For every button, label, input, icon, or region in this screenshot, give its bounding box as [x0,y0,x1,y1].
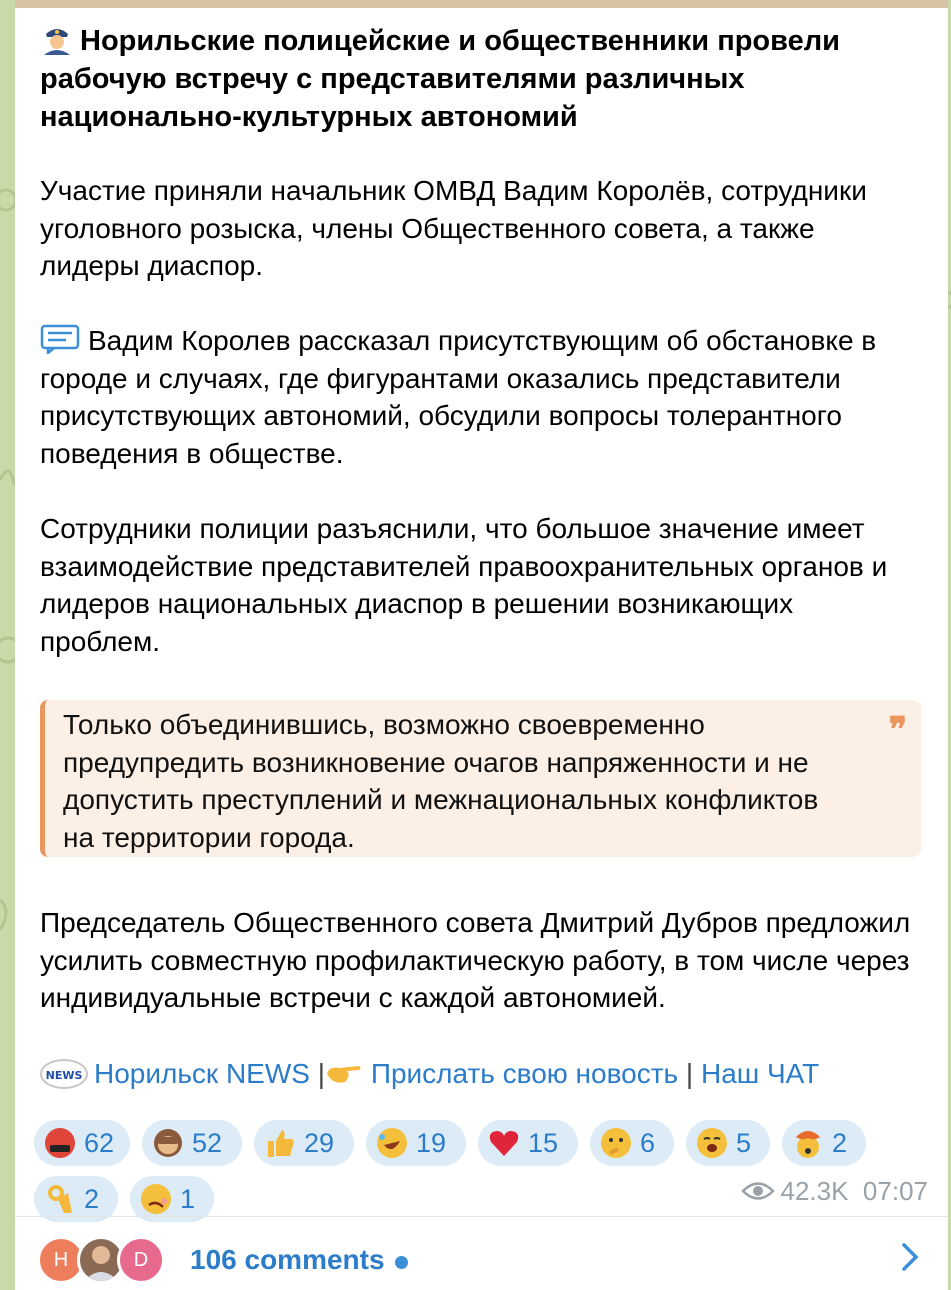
exploding-head-icon [792,1127,824,1159]
paragraph-participants: Участие приняли начальник ОМВД Вадим Королёв, сотрудники уголовного розыска, члены Общественного совета, а также лидеры диаспор. [40,175,867,281]
cursing-face-icon [44,1127,76,1159]
reaction-button[interactable]: 62 [34,1120,130,1166]
message-time: 07:07 [862,1176,928,1206]
red-heart-icon [488,1127,520,1159]
link-separator: | [685,1058,694,1089]
reaction-button[interactable]: 1 [130,1176,214,1222]
woozy-face-icon [140,1183,172,1215]
police-officer-icon [40,23,74,55]
rofl-face-icon [376,1127,408,1159]
divider [15,1216,948,1217]
thumbs-up-icon [264,1127,296,1159]
pointing-hand-icon [325,1058,363,1089]
chevron-right-icon [900,1242,920,1272]
photo-edge [15,0,948,8]
blockquote [40,700,921,857]
link-submit-news[interactable]: Прислать свою новость [370,1058,679,1089]
thinking-face-icon [600,1127,632,1159]
ok-hand-icon [44,1183,76,1215]
quote-mark-icon: ❞ [888,710,907,750]
paragraph-explanation: Сотрудники полиции разъяснили, что большое значение имеет взаимодействие представителей правоохранительных органов и лидеров национальных диаспор в решении возникающих проблем. [40,513,888,657]
avatar: Н [37,1236,85,1284]
unread-dot [395,1256,408,1269]
reaction-button[interactable]: 5 [686,1120,770,1166]
comments-count: 106 comments [190,1244,385,1275]
quote-text: Только объединившись, возможно своевременно предупредить возникновение очагов напряженности и не допустить преступлений и межнациональных конфликтов на территории города. [63,709,819,853]
link-our-chat[interactable]: Наш ЧАТ [700,1058,820,1089]
link-norilsk-news[interactable]: Норильск NEWS [94,1058,310,1089]
message-meta [741,1176,928,1207]
post-title: Норильские полицейские и общественники провели рабочую встречу с представителями различных национально-культурных автономий [40,25,840,133]
paragraph-situation: Вадим Королев рассказал присутствующим об обстановке в городе и случаях, где фигурантами оказались представители присутствующих автономий, обсудили вопросы толерантного поведения в обществе. [40,325,877,469]
reaction-button[interactable]: 15 [478,1120,578,1166]
avatar: D [117,1236,165,1284]
reaction-button[interactable]: 6 [590,1120,674,1166]
news-logo-icon: NEWS [40,1059,88,1089]
eye-icon [741,1180,775,1202]
message-bubble [15,0,948,1290]
reaction-button[interactable]: 2 [782,1120,866,1166]
yawning-face-icon [696,1127,728,1159]
link-separator: | [317,1058,326,1089]
reaction-button[interactable]: 52 [142,1120,242,1166]
reaction-button[interactable]: 2 [34,1176,118,1222]
see-no-evil-monkey-icon [152,1127,184,1159]
reaction-button[interactable]: 19 [366,1120,466,1166]
paragraph-proposal: Председатель Общественного совета Дмитрий Дубров предложил усилить совместную профилактическую работу, в том числе через индивидуальные встречи с каждой автономией. [40,907,911,1013]
speech-balloon-icon [40,324,80,354]
view-count: 42.3K [780,1176,849,1206]
channel-links [40,1056,819,1092]
reaction-button[interactable]: 29 [254,1120,354,1166]
